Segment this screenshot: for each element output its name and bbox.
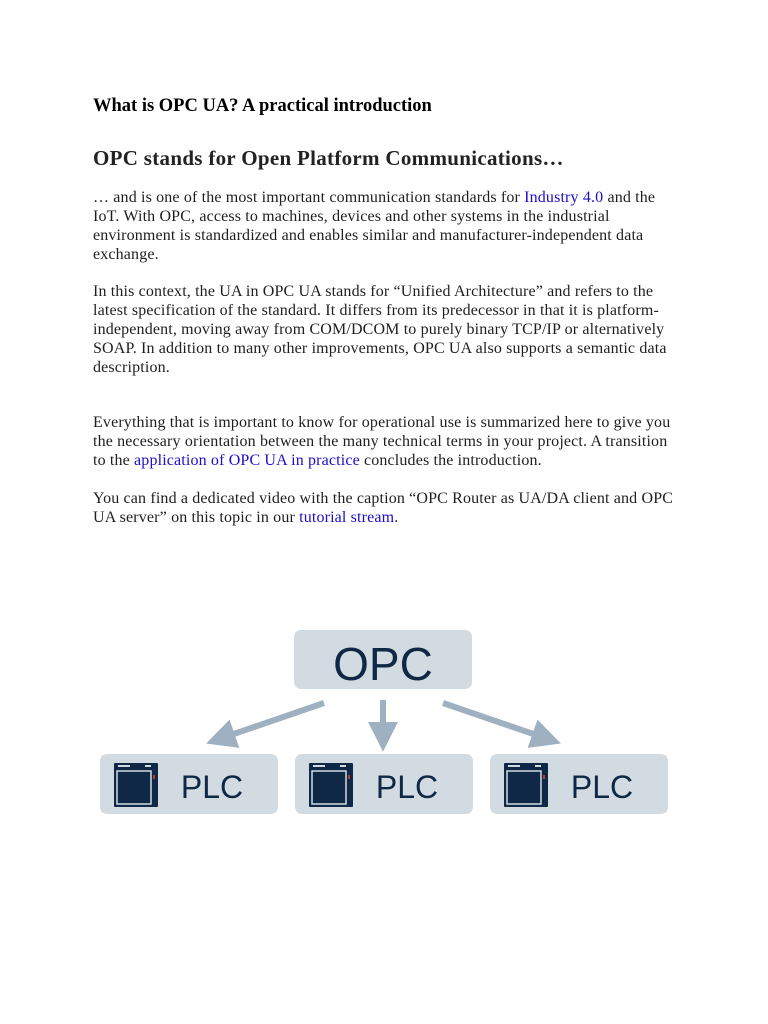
page-title: What is OPC UA? A practical introduction bbox=[93, 96, 432, 116]
plc-node bbox=[490, 754, 668, 814]
opc-node-label: OPC bbox=[333, 638, 433, 690]
video-paragraph bbox=[93, 489, 678, 527]
summary-text-start: Everything that is important to know for operational use is summarized here to give you the necessary orientation between the many technical terms in your project. A transition to the bbox=[93, 414, 671, 469]
plc-device-icon bbox=[504, 763, 548, 807]
ua-paragraph: In this context, the UA in OPC UA stands for “Unified Architecture” and refers to the latest specification of the standard. It differs from its predecessor in that it is platform-independent, moving away from COM/DCOM to purely binary TCP/IP or alternatively SOAP. In addition to many other improvements, OPC UA also supports a semantic data description. bbox=[93, 283, 667, 376]
summary-text-end: concludes the introduction. bbox=[359, 452, 542, 469]
section-heading: OPC stands for Open Platform Communications… bbox=[93, 146, 564, 170]
arrow-right bbox=[443, 703, 545, 738]
video-text-end: . bbox=[394, 509, 399, 526]
plc-node-label: PLC bbox=[570, 769, 634, 805]
intro-text-start: … and is one of the most important communication standards for bbox=[93, 189, 525, 206]
plc-device-icon bbox=[114, 763, 158, 807]
plc-node-label: PLC bbox=[375, 769, 439, 805]
intro-paragraph bbox=[93, 188, 678, 264]
application-link[interactable]: application of OPC UA in practice bbox=[134, 452, 360, 469]
opc-node bbox=[294, 630, 472, 690]
plc-node-label: PLC bbox=[180, 769, 244, 805]
summary-paragraph bbox=[93, 413, 678, 470]
plc-device-icon bbox=[309, 763, 353, 807]
plc-node bbox=[100, 754, 278, 814]
arrow-left bbox=[222, 703, 324, 738]
industry-40-link[interactable]: Industry 4.0 bbox=[524, 189, 604, 206]
intro-text-end: and the IoT. With OPC, access to machines, devices and other systems in the industrial environment is standardized and enables similar and manufacturer-independent data exchange. bbox=[93, 189, 656, 263]
opc-diagram bbox=[0, 610, 768, 830]
plc-node bbox=[295, 754, 473, 814]
tutorial-stream-link[interactable]: tutorial stream bbox=[299, 509, 395, 526]
video-text-start: You can find a dedicated video with the caption “OPC Router as UA/DA client and OPC UA server” on this topic in our bbox=[93, 490, 674, 526]
